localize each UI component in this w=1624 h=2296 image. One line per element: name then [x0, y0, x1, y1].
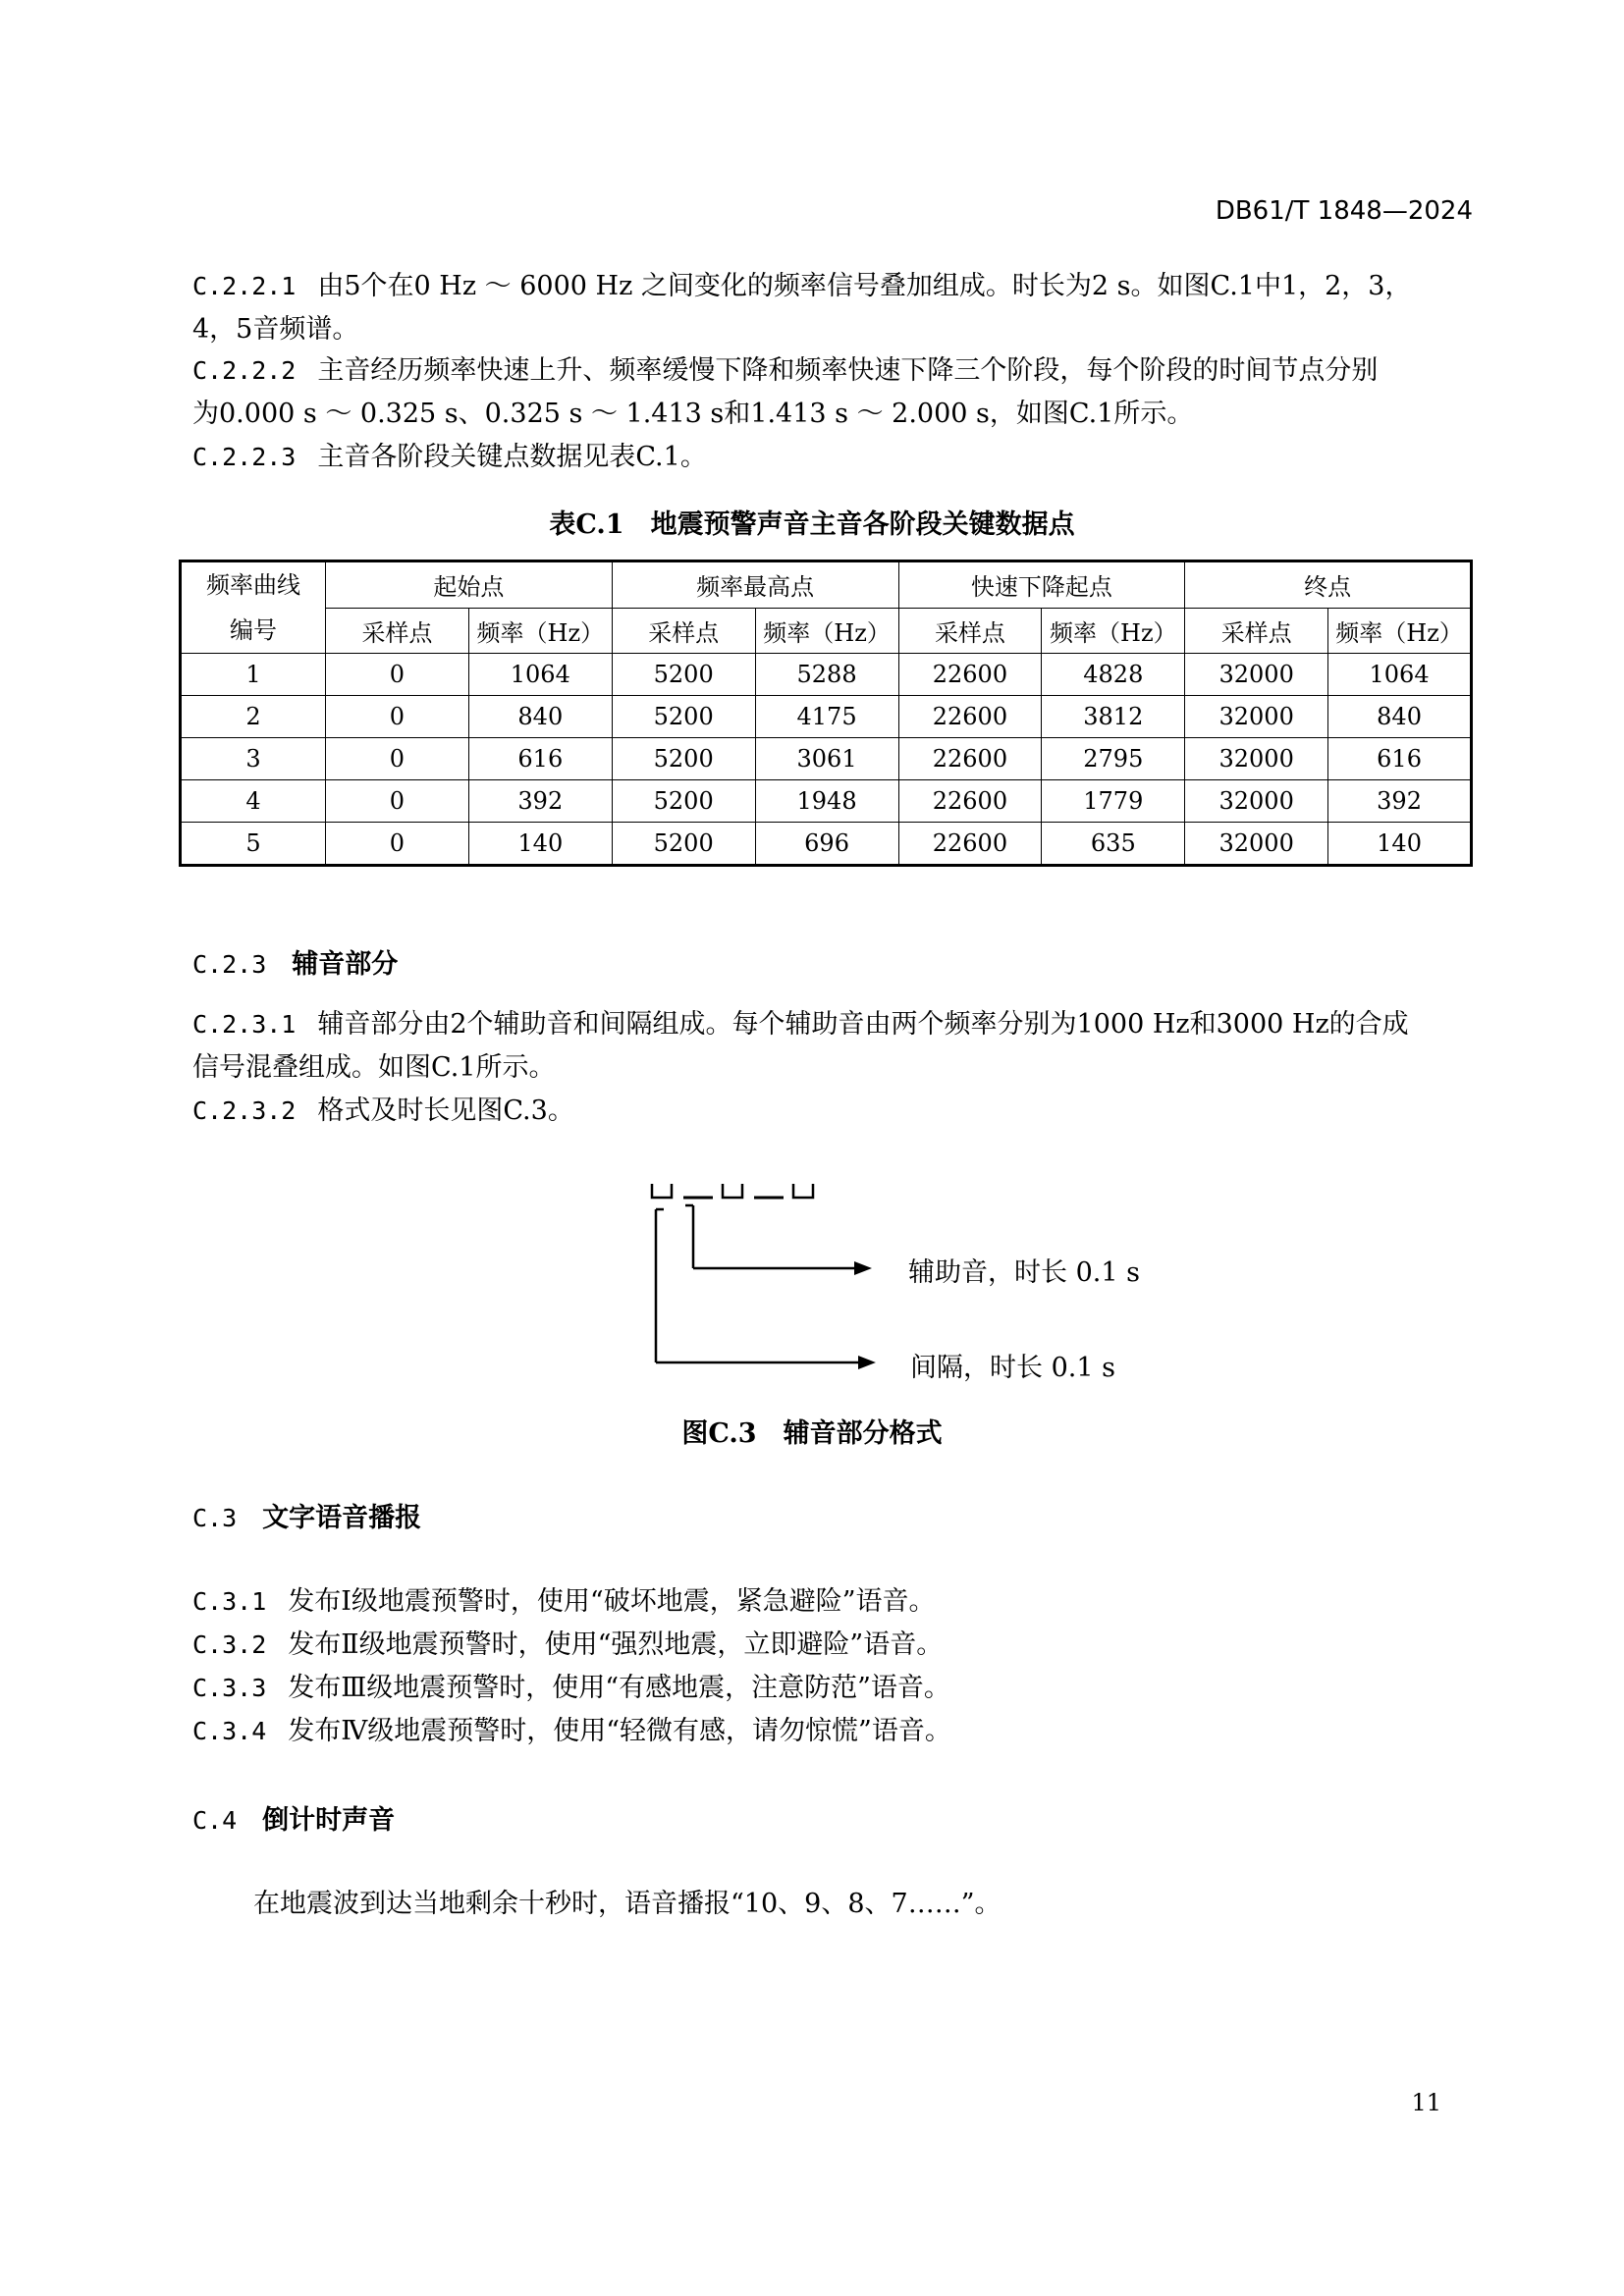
clause-number: C.2.2.2 — [192, 356, 297, 385]
table-cell: 1779 — [1042, 780, 1185, 823]
section-title: 倒计时声音 — [262, 1805, 396, 1836]
aux-tone-label: 辅助音，时长 0.1 s — [908, 1257, 1140, 1288]
section-c23 — [192, 942, 398, 981]
table-cell: 5200 — [612, 654, 755, 696]
clause-text-line1: 由5个在0 Hz ～ 6000 Hz 之间变化的频率信号叠加组成。时长为2 s。如图C.1中1，2，3， — [317, 271, 1412, 301]
gap-arrowhead — [858, 1356, 876, 1369]
section-c3 — [192, 1496, 421, 1534]
table-cell: 0 — [326, 780, 469, 823]
section-title: 文字语音播报 — [262, 1503, 422, 1533]
placeholder-box-2 — [723, 1184, 742, 1198]
table-cell: 392 — [468, 780, 612, 823]
table-cell: 696 — [755, 823, 898, 866]
subheader-cell: 采样点 — [898, 608, 1042, 653]
clause-text-line2: 为0.000 s ～ 0.325 s、0.325 s ～ 1.413 s和1.413 s ～ 2.000 s，如图C.1所示。 — [192, 399, 1194, 429]
clause-number: C.3.3 — [192, 1674, 267, 1702]
table-cell: 5288 — [755, 654, 898, 696]
table-cell: 32000 — [1185, 696, 1328, 738]
subheader-cell: 采样点 — [326, 608, 469, 653]
table-cell: 635 — [1042, 823, 1185, 866]
clause-number: C.2.2.3 — [192, 443, 297, 471]
header-group-drop: 快速下降起点 — [898, 561, 1185, 609]
clause-number: C.2.3.2 — [192, 1096, 297, 1125]
table-cell: 5200 — [612, 738, 755, 780]
clause-text: 主音各阶段关键点数据见表C.1。 — [317, 442, 707, 472]
subheader-cell: 频率（Hz） — [755, 608, 898, 653]
section-title: 辅音部分 — [292, 949, 399, 980]
clause-text: 格式及时长见图C.3。 — [317, 1095, 574, 1126]
clause-c223 — [192, 436, 1479, 479]
placeholder-box-1 — [652, 1184, 672, 1198]
key-data-table — [179, 560, 1473, 867]
table-cell: 32000 — [1185, 738, 1328, 780]
placeholder-box-3 — [793, 1184, 813, 1198]
clause-c232 — [192, 1090, 1479, 1133]
table-cell: 22600 — [898, 823, 1042, 866]
section-number: C.3 — [192, 1504, 238, 1532]
table-cell: 3 — [181, 738, 326, 780]
table-row — [181, 780, 1472, 823]
figure-caption: 图C.3 辅音部分格式 — [681, 1418, 943, 1449]
clause-c222 — [192, 349, 1479, 436]
table-row — [181, 823, 1472, 866]
clause-number: C.3.2 — [192, 1630, 267, 1659]
subheader-cell: 采样点 — [1185, 608, 1328, 653]
clause-c231 — [192, 1003, 1479, 1090]
table-cell: 5200 — [612, 780, 755, 823]
table-cell: 5200 — [612, 696, 755, 738]
table-cell: 22600 — [898, 738, 1042, 780]
table-cell: 1 — [181, 654, 326, 696]
clause-c33 — [192, 1667, 1479, 1710]
table-cell: 4 — [181, 780, 326, 823]
document-code: DB61/T 1848—2024 — [1215, 196, 1473, 226]
table-cell: 22600 — [898, 654, 1042, 696]
section-number: C.4 — [192, 1806, 238, 1835]
table-cell: 22600 — [898, 696, 1042, 738]
header-curve-number: 频率曲线 编号 — [181, 561, 326, 654]
clause-number: C.2.2.1 — [192, 272, 297, 300]
table-subheader-row — [181, 608, 1472, 653]
clause-c34 — [192, 1710, 1479, 1753]
table-cell: 2795 — [1042, 738, 1185, 780]
table-cell: 616 — [468, 738, 612, 780]
page-number: 11 — [1411, 2089, 1441, 2116]
table-row — [181, 738, 1472, 780]
clause-text-line1: 辅音部分由2个辅助音和间隔组成。每个辅助音由两个频率分别为1000 Hz和3000 Hz的合成 — [317, 1009, 1409, 1040]
table-cell: 22600 — [898, 780, 1042, 823]
table-cell: 840 — [468, 696, 612, 738]
table-cell: 2 — [181, 696, 326, 738]
table-cell: 616 — [1328, 738, 1472, 780]
format-diagram — [628, 1166, 884, 1392]
table-cell: 3061 — [755, 738, 898, 780]
table-cell: 32000 — [1185, 654, 1328, 696]
clause-text-line1: 主音经历频率快速上升、频率缓慢下降和频率快速下降三个阶段，每个阶段的时间节点分别 — [317, 355, 1379, 386]
table-cell: 4175 — [755, 696, 898, 738]
clause-text: 发布Ⅱ级地震预警时，使用“强烈地震，立即避险”语音。 — [288, 1629, 944, 1660]
table-cell: 140 — [468, 823, 612, 866]
table-cell: 32000 — [1185, 780, 1328, 823]
subheader-cell: 采样点 — [612, 608, 755, 653]
header-group-peak: 频率最高点 — [612, 561, 898, 609]
gap-label: 间隔，时长 0.1 s — [910, 1353, 1115, 1383]
header-group-end: 终点 — [1185, 561, 1472, 609]
table-cell: 0 — [326, 823, 469, 866]
aux-arrowhead — [854, 1261, 872, 1275]
subheader-cell: 频率（Hz） — [1042, 608, 1185, 653]
clause-number: C.3.4 — [192, 1717, 267, 1745]
clause-text: 发布Ⅳ级地震预警时，使用“轻微有感，请勿惊慌”语音。 — [288, 1716, 951, 1746]
table-cell: 3812 — [1042, 696, 1185, 738]
table-cell: 0 — [326, 696, 469, 738]
table-cell: 1948 — [755, 780, 898, 823]
clause-text-line2: 信号混叠组成。如图C.1所示。 — [192, 1052, 556, 1083]
table-row — [181, 654, 1472, 696]
table-header-row — [181, 561, 1472, 609]
clause-text-line2: 4，5音频谱。 — [192, 314, 359, 345]
table-row — [181, 696, 1472, 738]
clause-c221 — [192, 265, 1479, 351]
section-number: C.2.3 — [192, 950, 267, 979]
subheader-cell: 频率（Hz） — [468, 608, 612, 653]
clause-c31 — [192, 1580, 1479, 1624]
clause-text: 发布Ⅲ级地震预警时，使用“有感地震，注意防范”语音。 — [288, 1673, 950, 1703]
clause-number: C.2.3.1 — [192, 1010, 297, 1039]
table-cell: 140 — [1328, 823, 1472, 866]
table-cell: 5 — [181, 823, 326, 866]
clause-number: C.3.1 — [192, 1587, 267, 1616]
table-cell: 0 — [326, 654, 469, 696]
paragraph-countdown: 在地震波到达当地剩余十秒时，语音播报“10、9、8、7……”。 — [253, 1889, 1001, 1919]
table-cell: 1064 — [1328, 654, 1472, 696]
table-cell: 0 — [326, 738, 469, 780]
table-cell: 32000 — [1185, 823, 1328, 866]
clause-text: 发布Ⅰ级地震预警时，使用“破坏地震，紧急避险”语音。 — [288, 1586, 936, 1617]
table-cell: 4828 — [1042, 654, 1185, 696]
table-cell: 5200 — [612, 823, 755, 866]
table-cell: 840 — [1328, 696, 1472, 738]
table-cell: 1064 — [468, 654, 612, 696]
section-c4 — [192, 1798, 395, 1837]
table-cell: 392 — [1328, 780, 1472, 823]
subheader-cell: 频率（Hz） — [1328, 608, 1472, 653]
table-caption: 表C.1 地震预警声音主音各阶段关键数据点 — [549, 509, 1075, 540]
header-group-start: 起始点 — [326, 561, 613, 609]
clause-c32 — [192, 1624, 1479, 1667]
